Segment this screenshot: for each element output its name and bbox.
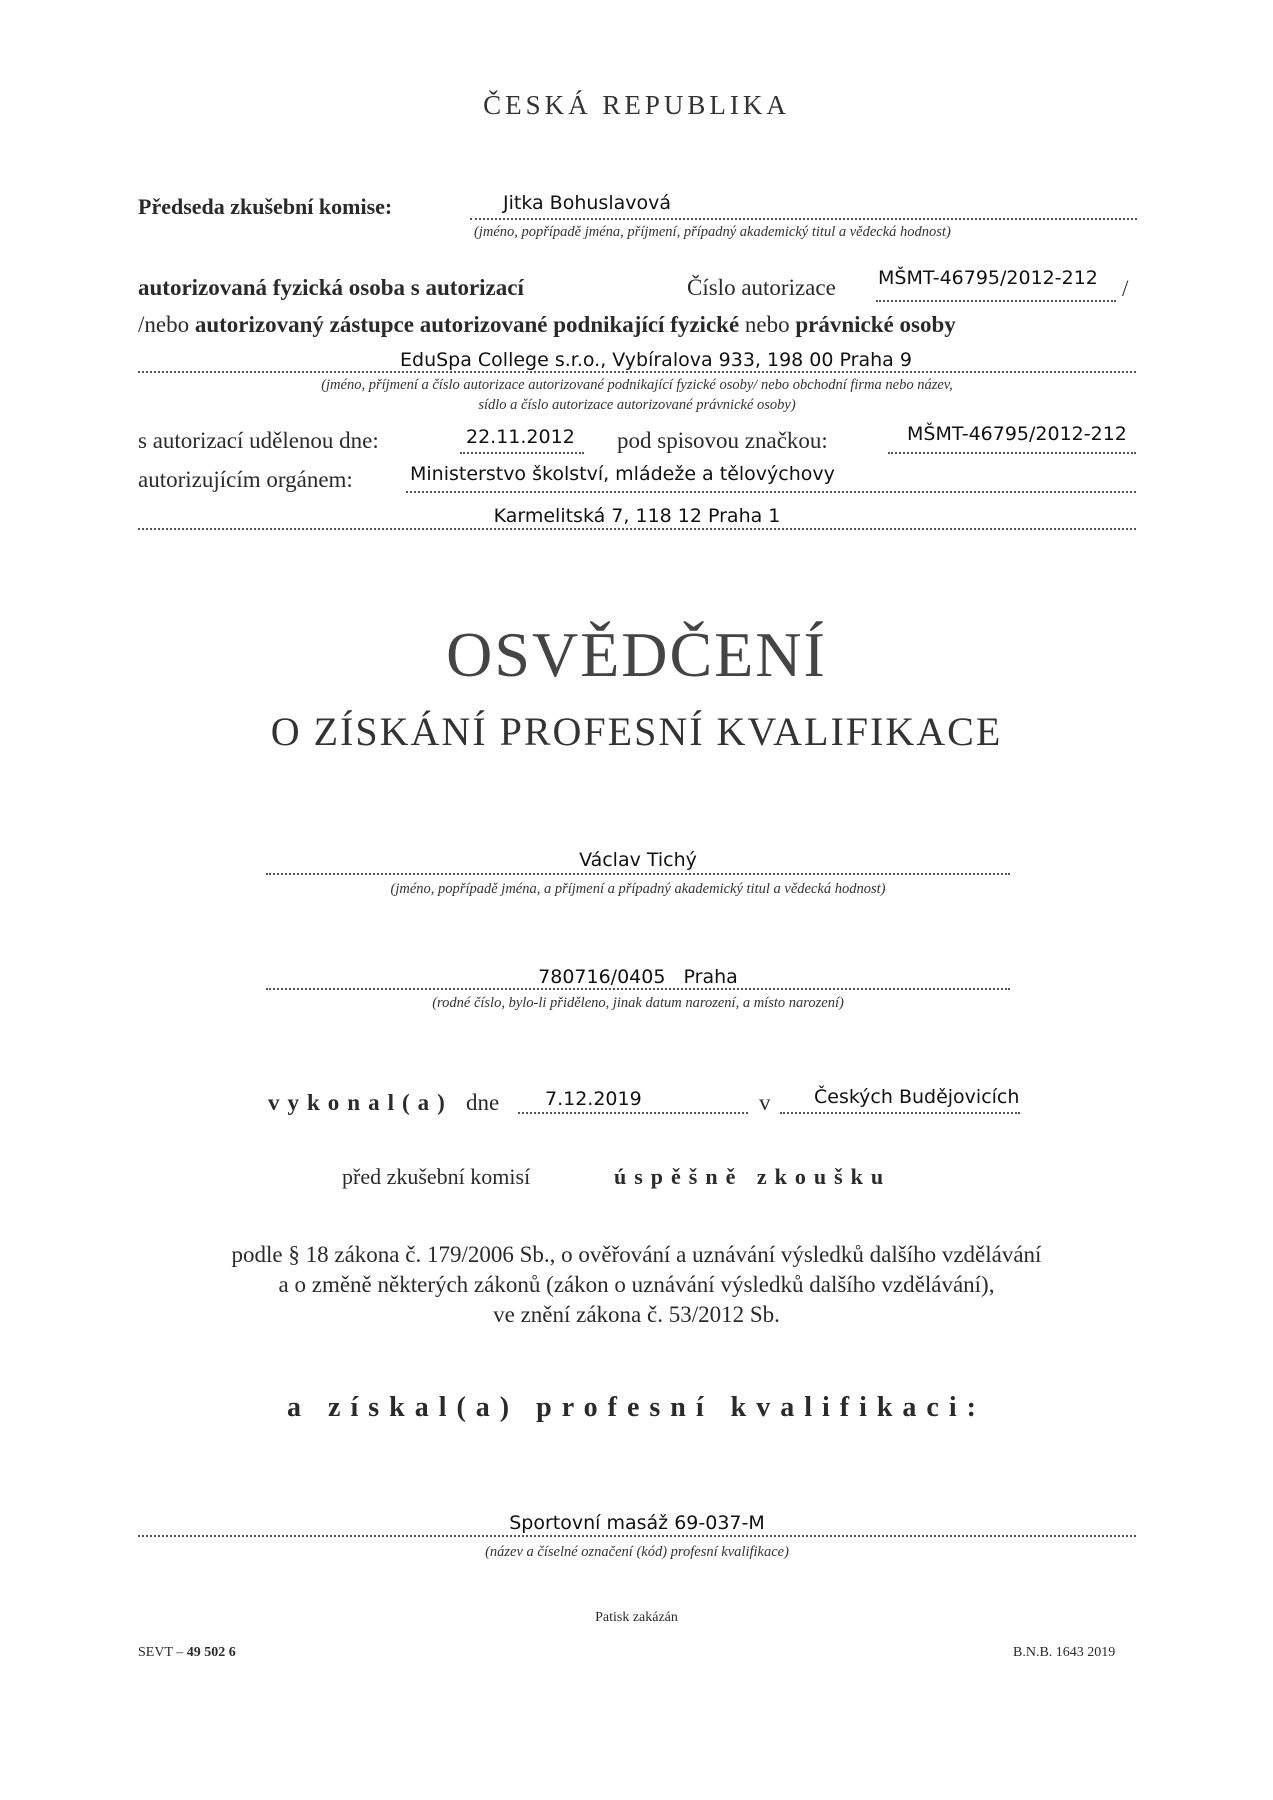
holder-name-hint: (jméno, popřípadě jména, a příjmení a případný akademický titul a vědecká hodnost) bbox=[390, 881, 886, 897]
company-dotline bbox=[138, 371, 1136, 373]
authority-value: Ministerstvo školství, mládeže a tělovýchovy bbox=[410, 463, 835, 485]
certificate-title: OSVĚDČENÍ bbox=[446, 619, 827, 690]
in-label: v bbox=[759, 1090, 771, 1115]
success-label: úspěšně zkoušku bbox=[614, 1164, 892, 1189]
form-number: 49 502 6 bbox=[186, 1645, 236, 1660]
representative-line bbox=[138, 312, 956, 338]
qualification-value: Sportovní masáž 69-037-M bbox=[509, 1512, 765, 1534]
law-line-3: ve znění zákona č. 53/2012 Sb. bbox=[493, 1302, 780, 1327]
printer-code: B.N.B. 1643 2019 bbox=[1013, 1645, 1116, 1660]
exam-place: Českých Budějovicích bbox=[814, 1086, 1020, 1108]
chair-value: Jitka Bohuslavová bbox=[503, 192, 672, 214]
performed-label: vykonal(a) bbox=[268, 1090, 453, 1115]
certificate-subtitle: O ZÍSKÁNÍ PROFESNÍ KVALIFIKACE bbox=[270, 709, 1003, 754]
authority-dotline bbox=[406, 491, 1136, 493]
holder-birth-hint: (rodné číslo, bylo-li přiděleno, jinak datum narození, a místo narození) bbox=[432, 995, 844, 1011]
law-line-2: a o změně některých zákonů (zákon o uznávání výsledků dalšího vzdělávání), bbox=[278, 1272, 995, 1297]
file-dotline bbox=[888, 452, 1136, 454]
before-commission-label: před zkušební komisí bbox=[342, 1164, 531, 1189]
authorization-number-value: MŠMT-46795/2012-212 bbox=[878, 267, 1098, 289]
authorized-person-label: autorizovaná fyzická osoba s autorizací bbox=[138, 275, 524, 300]
no-reprint-note: Patisk zakázán bbox=[595, 1610, 678, 1625]
authorization-number-label: Číslo autorizace bbox=[687, 275, 836, 300]
authority-address: Karmelitská 7, 118 12 Praha 1 bbox=[493, 505, 781, 527]
exam-place-dotline bbox=[780, 1112, 1020, 1114]
representative-end: právnické osoby bbox=[795, 312, 956, 337]
holder-birth-dotline bbox=[266, 988, 1010, 990]
holder-birth: 780716/0405 Praha bbox=[538, 966, 738, 988]
granted-dotline bbox=[460, 452, 584, 454]
chair-dotline bbox=[470, 218, 1137, 220]
authorization-slash: / bbox=[1122, 276, 1129, 301]
chair-hint: (jméno, popřípadě jména, příjmení, případný akademický titul a vědecká hodnost) bbox=[474, 224, 951, 240]
exam-date: 7.12.2019 bbox=[545, 1088, 642, 1110]
authority-label: autorizujícím orgánem: bbox=[138, 467, 353, 492]
file-label: pod spisovou značkou: bbox=[617, 428, 828, 453]
form-prefix: SEVT – bbox=[138, 1645, 187, 1660]
qualification-dotline bbox=[138, 1535, 1136, 1537]
file-value: MŠMT-46795/2012-212 bbox=[907, 423, 1127, 445]
granted-label: s autorizací udělenou dne: bbox=[138, 428, 379, 453]
company-hint-1: (jméno, příjmení a číslo autorizace autorizované podnikající fyzické osoby/ nebo obchodní firma nebo název, bbox=[321, 377, 953, 393]
granted-value: 22.11.2012 bbox=[466, 426, 575, 448]
representative-prefix: /nebo bbox=[138, 312, 190, 337]
country-heading: ČESKÁ REPUBLIKA bbox=[483, 90, 790, 120]
exam-date-dotline bbox=[518, 1112, 748, 1114]
form-code bbox=[138, 1645, 236, 1661]
company-value: EduSpa College s.r.o., Vybíralova 933, 198 00 Praha 9 bbox=[400, 349, 912, 371]
authority-address-dotline bbox=[138, 528, 1136, 530]
qualification-hint: (název a číselné označení (kód) profesní kvalifikace) bbox=[485, 1544, 789, 1560]
holder-name: Václav Tichý bbox=[579, 849, 697, 871]
law-line-1: podle § 18 zákona č. 179/2006 Sb., o ověřování a uznávání výsledků dalšího vzdělávání bbox=[231, 1242, 1042, 1267]
representative-mid: nebo bbox=[744, 312, 790, 337]
qualification-heading: a získal(a) profesní kvalifikaci: bbox=[287, 1392, 986, 1423]
chair-label: Předseda zkušební komise: bbox=[138, 194, 393, 219]
day-label: dne bbox=[466, 1090, 500, 1115]
holder-name-dotline bbox=[266, 873, 1010, 875]
representative-bold: autorizovaný zástupce autorizované podnikající fyzické bbox=[194, 312, 740, 337]
company-hint-2: sídlo a číslo autorizace autorizované právnické osoby) bbox=[478, 397, 796, 413]
authorization-number-dotline bbox=[876, 300, 1116, 302]
